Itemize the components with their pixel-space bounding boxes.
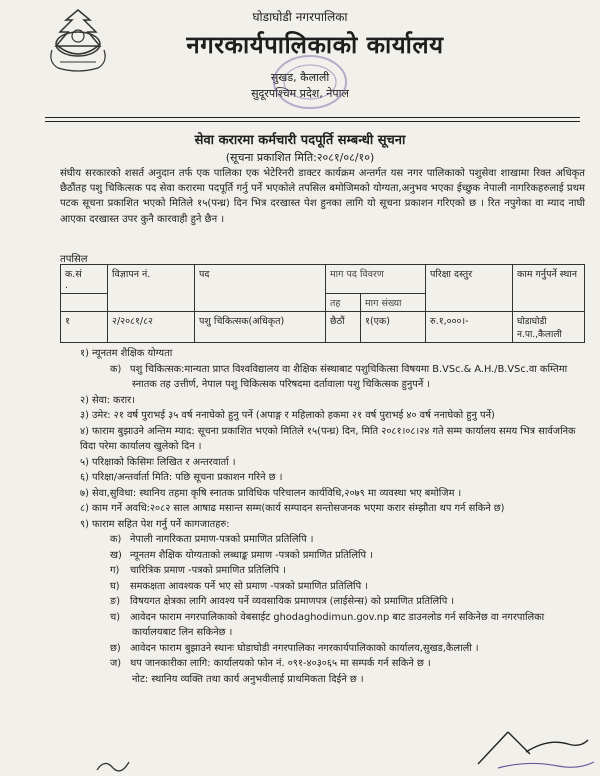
col-count: माग संख्या	[361, 294, 426, 312]
requirements-list	[80, 346, 585, 687]
tapasil-label: तपसिल	[60, 254, 88, 265]
handwritten-mark-icon	[95, 756, 135, 776]
vacancy-table	[60, 264, 585, 343]
note-text: नोट: स्थानिय व्यक्ति तथा कार्य अनुभवीलाई प्राथमिकता दिईने छ ।	[132, 673, 364, 685]
office-address: सुखड, कैलाली	[270, 71, 330, 84]
list-item: ६) परिक्षा/अन्तर्वार्ता मिति: पछि सूचना प्रकाशन गरिने छ ।	[80, 472, 283, 483]
header-rule-thin	[45, 121, 580, 122]
document-item: ज) थप जानकारीका लागि: कार्यालयको फोन नं. ०९१-४०३०६५ मा सम्पर्क गर्न सकिने छ ।	[110, 658, 431, 669]
document-item: ग) चारित्रिक प्रमाण -पत्रको प्रमाणित प्रतिलिपि ।	[110, 565, 286, 576]
col-sn: क.सं .	[61, 265, 108, 294]
document-item: ख) न्यूनतम शैक्षिक योग्यताको लब्धाङ्क प्रमाण -पत्रको प्रमाणित प्रतिलिपि ।	[110, 549, 373, 561]
notice-body: संघीय सरकारको शसर्त अनुदान तर्फ एक पालिका एक भेटेरिनरी डाक्टर कार्यक्रम अन्तर्गत यस नगर पालिकाको पशुसेवा शाखामा रिक्त अधिकृत छैठौंतह पशु चिकित्सक पद सेवा करारमा पदपूर्ति गर्नु पर्ने भएकोले तपसिल बमोजिमको योग्यता,अनुभव भएका ईच्छुक नेपाली नागरिकहरुलाई प्रथम पटक सूचना प्रकाशित भएको मितिले १५(पन्ध्र) दिन भित्र दरखास्त पेश हुनका लागि यो सूचना प्रकाशन गरिएको छ । रित नपुगेका वा म्याद नाघी आएका दरखास्त उपर कुनै कारवाही हुने छैन ।	[60, 168, 585, 225]
list-item: ८) काम गर्ने अवधि:२०८२ साल आषाढ मसान्त सम्म(कार्य सम्पादन सन्तोसजनक भएमा करार संम्झौता थप गर्न सकिने छ)	[80, 503, 505, 514]
office-title: नगरकार्यपालिकाको कार्यालय	[186, 31, 444, 59]
office-stamp-icon	[270, 52, 350, 112]
list-item: ५) परिक्षाको किसिमः लिखित र अन्तरवार्ता ।	[80, 456, 236, 468]
header-rule	[45, 117, 580, 118]
list-item: १) न्यूनतम शैक्षिक योग्यता	[80, 348, 173, 359]
list-item: २) सेवा: करार।	[80, 394, 135, 406]
list-item: ७) सेवा,सुविधा: स्थानिय तहमा कृषि स्नातक प्राविधिक परिचालन कार्यविधि,२०७९ मा व्यवस्था भए बमोजिम ।	[80, 487, 462, 499]
document-item: ङ) विषयगत क्षेत्रका लागि आवश्य पर्ने व्यवसायिक प्रमाणपत्र (लाईसेन्स) को प्रमाणित प्रतिलिपि ।	[110, 596, 455, 607]
list-item: क) पशु चिकित्सक:मान्यता प्राप्त विश्वविद्यालय वा शैक्षिक संस्थाबाट पशुचिकित्सा विषयमा B.VSc.& A.H./B.VSc.वा कम्तिमा स्नातक तह उत्तीर्ण, नेपाल पशु चिकित्सक परिषदमा दर्तावाला पशु चिकित्सक हुनुपर्ने ।	[110, 363, 568, 390]
col-ad-no: विज्ञापन नं.	[108, 265, 195, 312]
list-item: ३) उमेर: २१ वर्ष पुराभई ३५ वर्ष ननाघेको हुनु पर्ने (अपाङ्ग र महिलाको हकमा २१ वर्ष पुराभई ४० वर्ष ननाघेको हुनु पर्ने)	[80, 410, 495, 421]
col-place: काम गर्नुपर्ने स्थान	[513, 265, 585, 312]
table-row: १ २/२०८१/८२ पशु चिकित्सक(अधिकृत) छैठौं १(एक) रु.१,०००।- घोडाघोडी न.पा.,कैलाली	[61, 312, 585, 343]
list-item: ९) फाराम सहित पेश गर्नु पर्ने कागजातहरु:	[80, 518, 230, 530]
signature-icon	[468, 724, 598, 776]
document-item: क) नेपाली नागरिकता प्रमाण-पत्रको प्रमाणित प्रतिलिपि ।	[110, 534, 314, 545]
office-province: सुदूरपश्चिम प्रदेश, नेपाल	[251, 87, 349, 100]
col-post: पद	[195, 265, 326, 312]
notice-published-date: (सूचना प्रकाशित मिति:२०८१/०८/१०)	[225, 151, 375, 164]
notice-title: सेवा करारमा कर्मचारी पदपूर्ति सम्बन्धी सूचना	[194, 133, 406, 148]
list-item: ४) फाराम बुझाउने अन्तिम म्याद: सूचना प्रकाशित भएको मितिले १५(पन्ध्र) दिन, मिति २०८१।०८।२४ गते सम्म कार्यालय समय भित्र सार्वजनिक विदा परेमा कार्यालय खुलेको दिन ।	[80, 425, 576, 452]
col-level: तह	[326, 294, 361, 312]
document-item: छ) आवेदन फाराम बुझाउने स्थानः घोडाघोडी नगरपालिका नगरकार्यपालिकाको कार्यालय,सुखड,कैलाली ।	[110, 642, 479, 654]
document-item: च) आवेदन फाराम नगरपालिकाको वेबसाईट ghodaghodimun.gov.np बाट डाउनलोड गर्न सकिनेछ वा नगरपालिका कार्यालयबाट लिन सकिनेछ ।	[110, 611, 545, 638]
municipality-name: घोडाघोडी नगरपालिका	[252, 10, 348, 24]
col-fee: परिक्षा दस्तुर	[426, 265, 513, 312]
document-item: घ) समकक्षता आवश्यक पर्ने भए सो प्रमाण -पत्रको प्रमाणित प्रतिलिपि ।	[110, 580, 368, 592]
col-demand: माग पद विवरण	[326, 265, 426, 294]
